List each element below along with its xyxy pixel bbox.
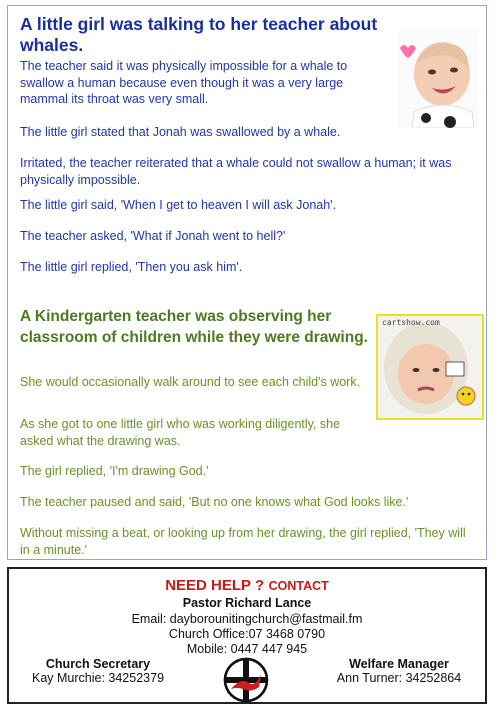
- story-drawing-paragraph: The teacher paused and said, 'But no one knows what God looks like.': [20, 495, 409, 509]
- uniting-church-logo-icon: [223, 657, 269, 703]
- story-whales-title: A little girl was talking to her teacher about whales.: [20, 14, 378, 55]
- story-whales-paragraph: Irritated, the teacher reiterated that a whale could not swallow a human; it was physically impossible.: [20, 156, 452, 187]
- story-drawing-paragraph: As she got to one little girl who was working diligently, she asked what the drawing was.: [20, 417, 341, 448]
- need-help-label: NEED HELP ?: [165, 577, 265, 594]
- welfare-block: [319, 657, 479, 685]
- story-whales-panel: [7, 5, 487, 560]
- secretary-title: Church Secretary: [45, 657, 151, 671]
- story-whales-paragraph: The little girl replied, 'Then you ask him'.: [20, 260, 243, 274]
- welfare-title: Welfare Manager: [349, 657, 449, 671]
- story-drawing-title: A Kindergarten teacher was observing her classroom of children while they were drawing.: [20, 308, 368, 346]
- story-drawing-paragraph: Without missing a beat, or looking up from her drawing, the girl replied, 'They will in a minute.': [20, 526, 466, 557]
- secretary-block: [23, 657, 173, 685]
- story-whales-paragraph: The little girl stated that Jonah was swallowed by a whale.: [20, 125, 341, 139]
- contact-label: CONTACT: [268, 579, 329, 593]
- story-whales-paragraph: The teacher asked, 'What if Jonah went to hell?': [20, 229, 286, 243]
- baby-photo-laughing: [398, 28, 478, 128]
- baby-photo-bonnet: [376, 314, 484, 420]
- office-phone-line: Church Office:07 3468 0790: [168, 627, 326, 641]
- secretary-contact: Kay Murchie: 34252379: [31, 671, 165, 685]
- story-whales-paragraph: The teacher said it was physically impossible for a whale to swallow a human because even though it was a very large mammal its throat was very small.: [20, 59, 348, 106]
- story-whales-paragraph: The little girl said, 'When I get to heaven I will ask Jonah'.: [20, 198, 337, 212]
- story-drawing-paragraph: The girl replied, 'I'm drawing God.': [20, 464, 209, 478]
- mobile-phone-line: Mobile: 0447 447 945: [186, 642, 308, 656]
- photo-caption: cartshow.com: [382, 318, 440, 327]
- need-help-heading: [9, 577, 485, 595]
- story-drawing-paragraph: She would occasionally walk around to see each child's work.: [20, 375, 361, 389]
- welfare-contact: Ann Turner: 34252864: [336, 671, 462, 685]
- contact-panel: [7, 567, 487, 704]
- email-line[interactable]: Email: dayborounitingchurch@fastmail.fm: [131, 612, 363, 626]
- pastor-name: Pastor Richard Lance: [182, 596, 312, 610]
